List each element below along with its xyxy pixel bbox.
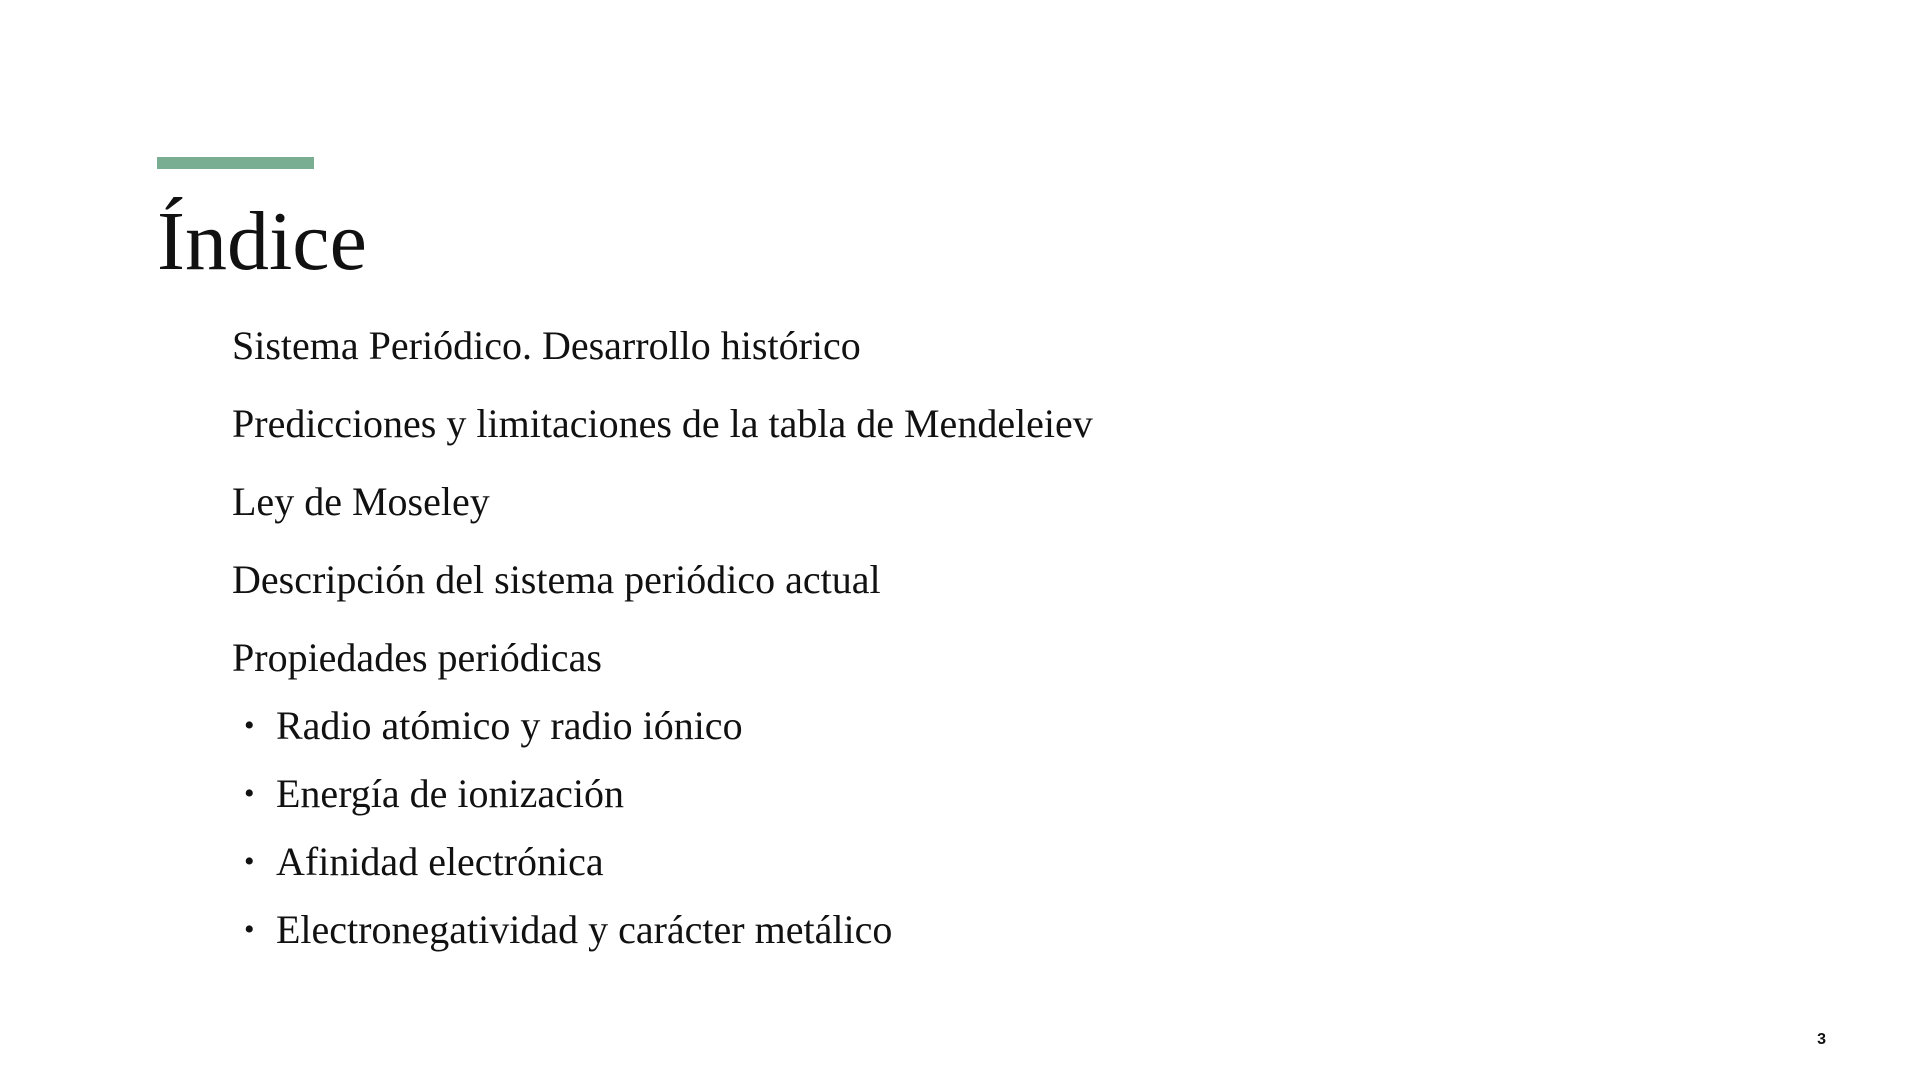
- bullet-icon: •: [244, 913, 255, 946]
- title-accent-bar: [157, 157, 314, 169]
- item-label: Sistema Periódico. Desarrollo histórico: [232, 323, 861, 368]
- sub-item-label: Afinidad electrónica: [276, 839, 604, 884]
- index-item: [0, 628, 1600, 688]
- item-label: Predicciones y limitaciones de la tabla de Mendeleiev: [232, 401, 1093, 446]
- bullet-icon: •: [244, 777, 255, 810]
- index-item: [0, 394, 1600, 454]
- sub-item: [0, 766, 1600, 822]
- sub-item: [0, 698, 1600, 754]
- item-label: Propiedades periódicas: [232, 635, 602, 680]
- sub-item-label: Radio atómico y radio iónico: [276, 703, 743, 748]
- item-label: Ley de Moseley: [232, 479, 490, 524]
- index-item: [0, 550, 1600, 610]
- bullet-icon: •: [244, 709, 255, 742]
- sub-item-label: Electronegatividad y carácter metálico: [276, 907, 893, 952]
- index-item: [0, 316, 1600, 376]
- item-label: Descripción del sistema periódico actual: [232, 557, 881, 602]
- slide-title: Índice: [157, 195, 367, 288]
- sub-item-label: Energía de ionización: [276, 771, 625, 816]
- bullet-icon: •: [244, 845, 255, 878]
- sub-item: [0, 902, 1600, 958]
- sub-item: [0, 834, 1600, 890]
- index-item: [0, 472, 1600, 532]
- page-number: 3: [1817, 1031, 1826, 1048]
